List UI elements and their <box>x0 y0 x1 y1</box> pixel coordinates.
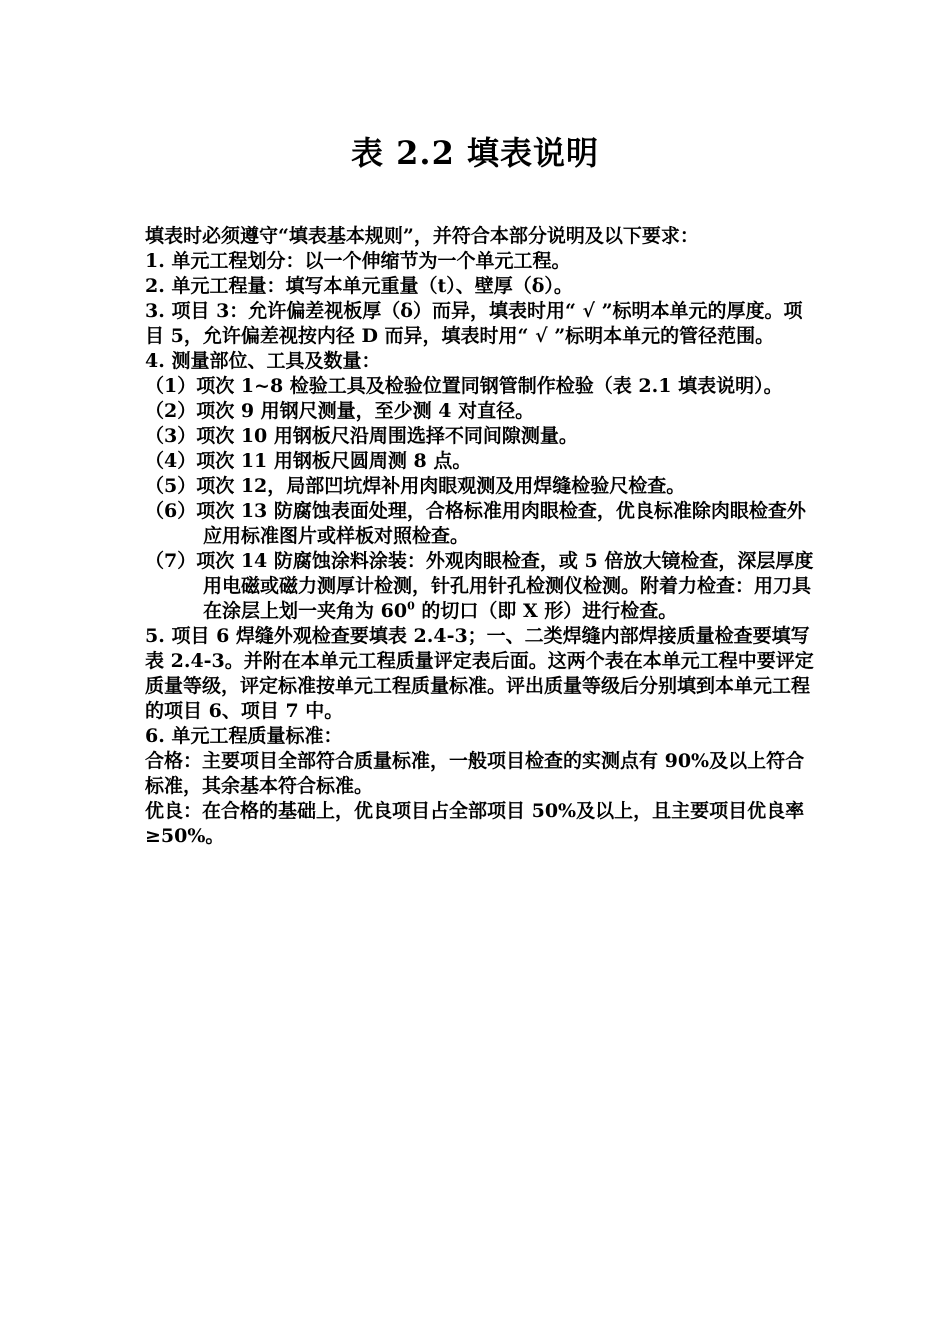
sub-item-4: （4）项次 11 用钢板尺圆周测 8 点。 <box>145 450 472 472</box>
sub-item-5: （5）项次 12，局部凹坑焊补用肉眼观测及用焊缝检验尺检查。 <box>145 475 686 497</box>
pass-standard: 合格：主要项目全部符合质量标准，一般项目检查的实测点有 90%及以上符合标准，其余基本符合标准。 <box>145 750 805 797</box>
excellent-standard: 优良：在合格的基础上，优良项目占全部项目 50%及以上，且主要项目优良率≥50%。 <box>145 800 805 847</box>
sub-item-3: （3）项次 10 用钢板尺沿周围选择不同间隙测量。 <box>145 425 578 447</box>
page-title: 表 2.2 填表说明 <box>351 134 599 172</box>
sub-item-1: （1）项次 1~8 检验工具及检验位置同钢管制作检验（表 2.1 填表说明）。 <box>145 375 783 397</box>
item-5: 5. 项目 6 焊缝外观检查要填表 2.4-3；一、二类焊缝内部焊接质量检查要填写表 2.4-3。并附在本单元工程质量评定表后面。这两个表在本单元工程中要评定质量等级，评定标准按单元工程质量标准。评出质量等级后分别填到本单元工程的项目 6、项目 7 中。 <box>145 625 814 722</box>
item-4: 4. 测量部位、工具及数量： <box>145 350 381 372</box>
instructions-body <box>145 224 815 849</box>
sub-item-7 <box>145 549 815 624</box>
sub-item-2: （2）项次 9 用钢尺测量，至少测 4 对直径。 <box>145 400 535 422</box>
sub-item-7-text-a: （7）项次 14 防腐蚀涂料涂装：外观肉眼检查，或 5 倍放大镜检查，深层厚度用电磁或磁力测厚计检测，针孔用针孔检测仪检测。附着力检查：用刀具在涂层上划一夹角为 60 <box>145 550 814 622</box>
item-3: 3. 项目 3：允许偏差视板厚（δ）而异，填表时用“ √ ”标明本单元的厚度。项目 5，允许偏差视按内径 D 而异，填表时用“ √ ”标明本单元的管径范围。 <box>145 300 803 347</box>
item-2: 2. 单元工程量：填写本单元重量（t）、壁厚（δ）。 <box>145 275 573 297</box>
sub-item-6: （6）项次 13 防腐蚀表面处理，合格标准用肉眼检查，优良标准除肉眼检查外应用标准图片或样板对照检查。 <box>145 500 806 547</box>
degree-superscript: 0 <box>407 599 415 613</box>
item-1: 1. 单元工程划分：以一个伸缩节为一个单元工程。 <box>145 250 571 272</box>
sub-item-7-text-b: 的切口（即 X 形）进行检查。 <box>414 600 678 622</box>
item-6: 6. 单元工程质量标准： <box>145 725 343 747</box>
intro-text: 填表时必须遵守“填表基本规则”，并符合本部分说明及以下要求： <box>145 225 699 247</box>
